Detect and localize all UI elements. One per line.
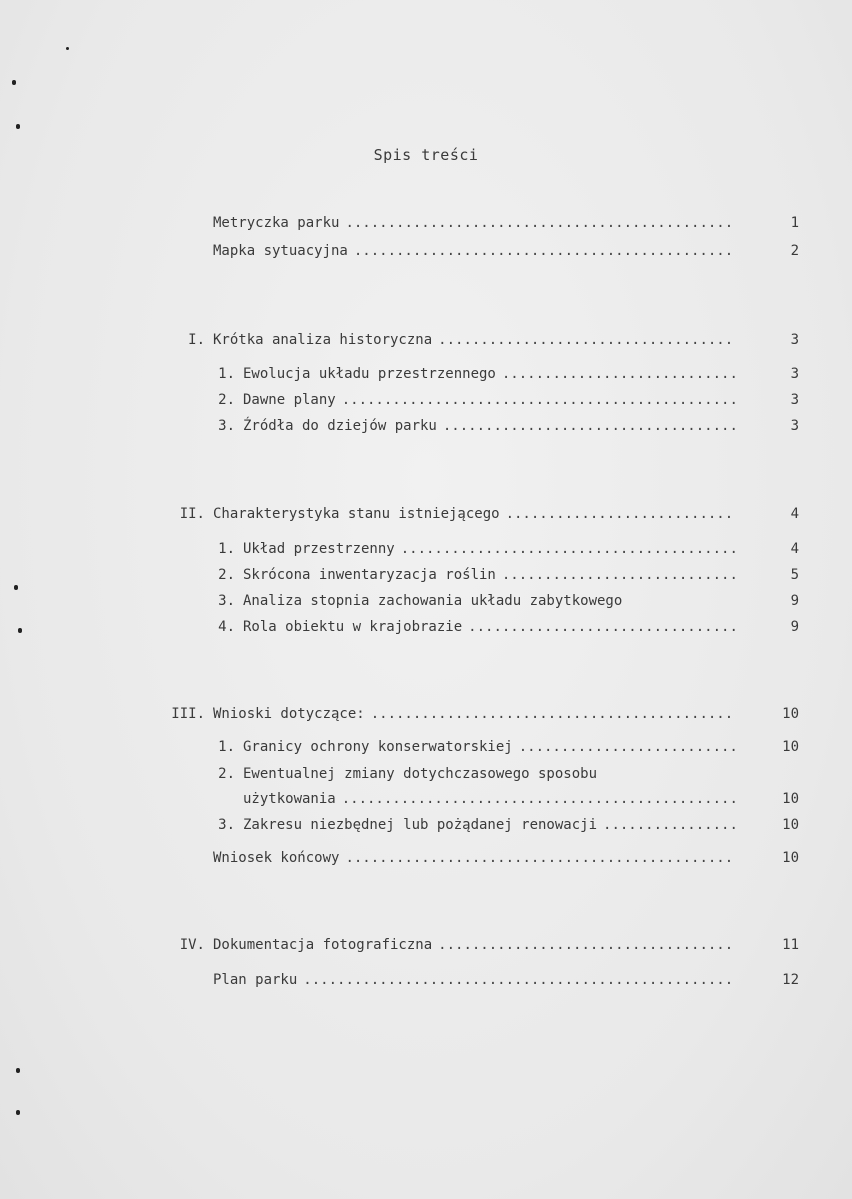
toc-entry-mapka: [213, 241, 735, 261]
section-number: II.: [179, 506, 205, 522]
punch-mark: [16, 1068, 20, 1073]
entry-label: Mapka sytuacyjna: [213, 243, 348, 259]
toc-entry-4-1: [213, 970, 735, 990]
toc-entry-3-3: [205, 815, 735, 835]
section-number: III.: [171, 706, 205, 722]
item-number: 2.: [218, 392, 235, 408]
punch-mark: [18, 628, 22, 633]
entry-label: Źródła do dziejów parku: [243, 418, 437, 434]
item-number: 3.: [218, 593, 235, 609]
page-number: 3: [790, 392, 799, 408]
toc-entry-3-2-cont: [243, 789, 735, 809]
entry-label: Wniosek końcowy: [213, 850, 340, 866]
item-number: 2.: [218, 567, 235, 583]
toc-entry-2-4: [205, 617, 735, 637]
item-number: 1.: [218, 739, 235, 755]
section-number: I.: [188, 332, 205, 348]
leader-dots: [519, 737, 735, 757]
leader-dots: [401, 539, 735, 559]
entry-label: Granicy ochrony konserwatorskiej: [243, 739, 513, 755]
leader-dots: [438, 330, 735, 350]
entry-label: Plan parku: [213, 972, 298, 988]
entry-label: Układ przestrzenny: [243, 541, 395, 557]
page-number: 2: [790, 243, 799, 259]
punch-mark: [12, 80, 16, 85]
entry-label: Wnioski dotyczące:: [213, 706, 365, 722]
toc-entry-2-2: [205, 565, 735, 585]
entry-label: Krótka analiza historyczna: [213, 332, 433, 348]
toc-entry-3-4: [213, 848, 735, 868]
leader-dots: [603, 815, 735, 835]
page-number: 10: [782, 739, 799, 755]
toc-entry-3-2: [205, 764, 735, 784]
page-number: 10: [782, 791, 799, 807]
toc-entry-2-3: [205, 591, 735, 611]
item-number: 4.: [218, 619, 235, 635]
page-number: 3: [790, 366, 799, 382]
punch-mark: [14, 585, 18, 590]
punch-mark: [16, 1110, 20, 1115]
page-number: 10: [782, 706, 799, 722]
page-number: 4: [790, 541, 799, 557]
entry-label-line2: użytkowania: [243, 791, 336, 807]
toc-entry-section-2: [160, 504, 735, 524]
page-number: 9: [790, 619, 799, 635]
page-number: 4: [790, 506, 799, 522]
toc-entry-3-1: [205, 737, 735, 757]
punch-mark: [16, 124, 20, 129]
item-number: 3.: [218, 817, 235, 833]
entry-label-line1: Ewentualnej zmiany dotychczasowego sposobu: [243, 766, 598, 782]
entry-label: Dawne plany: [243, 392, 336, 408]
entry-label: Analiza stopnia zachowania układu zabytkowego: [243, 593, 623, 609]
page-number: 11: [782, 937, 799, 953]
leader-dots: [468, 617, 735, 637]
entry-label: Ewolucja układu przestrzennego: [243, 366, 496, 382]
leader-dots: [345, 213, 735, 233]
item-number: 1.: [218, 541, 235, 557]
toc-entry-1-1: [205, 364, 735, 384]
entry-label: Dokumentacja fotograficzna: [213, 937, 433, 953]
toc-entry-section-4: [160, 935, 735, 955]
leader-dots: [345, 848, 735, 868]
section-number: IV.: [179, 937, 205, 953]
page-number: 10: [782, 850, 799, 866]
toc-entry-1-2: [205, 390, 735, 410]
item-number: 3.: [218, 418, 235, 434]
page-number: 9: [790, 593, 799, 609]
leader-dots: [502, 364, 735, 384]
leader-dots: [443, 416, 735, 436]
toc-entry-2-1: [205, 539, 735, 559]
toc-entry-section-3: [155, 704, 735, 724]
toc-entry-1-3: [205, 416, 735, 436]
toc-entry-section-1: [170, 330, 735, 350]
leader-dots: [342, 789, 735, 809]
entry-label: Charakterystyka stanu istniejącego: [213, 506, 500, 522]
page-number: 10: [782, 817, 799, 833]
page-number: 12: [782, 972, 799, 988]
page-number: 5: [790, 567, 799, 583]
leader-dots: [371, 704, 735, 724]
page-number: 1: [790, 215, 799, 231]
leader-dots: [506, 504, 735, 524]
entry-label: Rola obiektu w krajobrazie: [243, 619, 463, 635]
punch-mark: [66, 47, 69, 50]
entry-label: Zakresu niezbędnej lub pożądanej renowacji: [243, 817, 598, 833]
leader-dots: [438, 935, 735, 955]
page-number: 3: [790, 332, 799, 348]
item-number: 1.: [218, 366, 235, 382]
entry-label: Skrócona inwentaryzacja roślin: [243, 567, 496, 583]
leader-dots: [502, 565, 735, 585]
item-number: 2.: [218, 766, 235, 782]
leader-dots: [354, 241, 735, 261]
entry-label: Metryczka parku: [213, 215, 340, 231]
toc-entry-metryczka: [213, 213, 735, 233]
leader-dots: [342, 390, 735, 410]
page-number: 3: [790, 418, 799, 434]
page-title: Spis treści: [373, 146, 479, 164]
leader-dots: [303, 970, 735, 990]
